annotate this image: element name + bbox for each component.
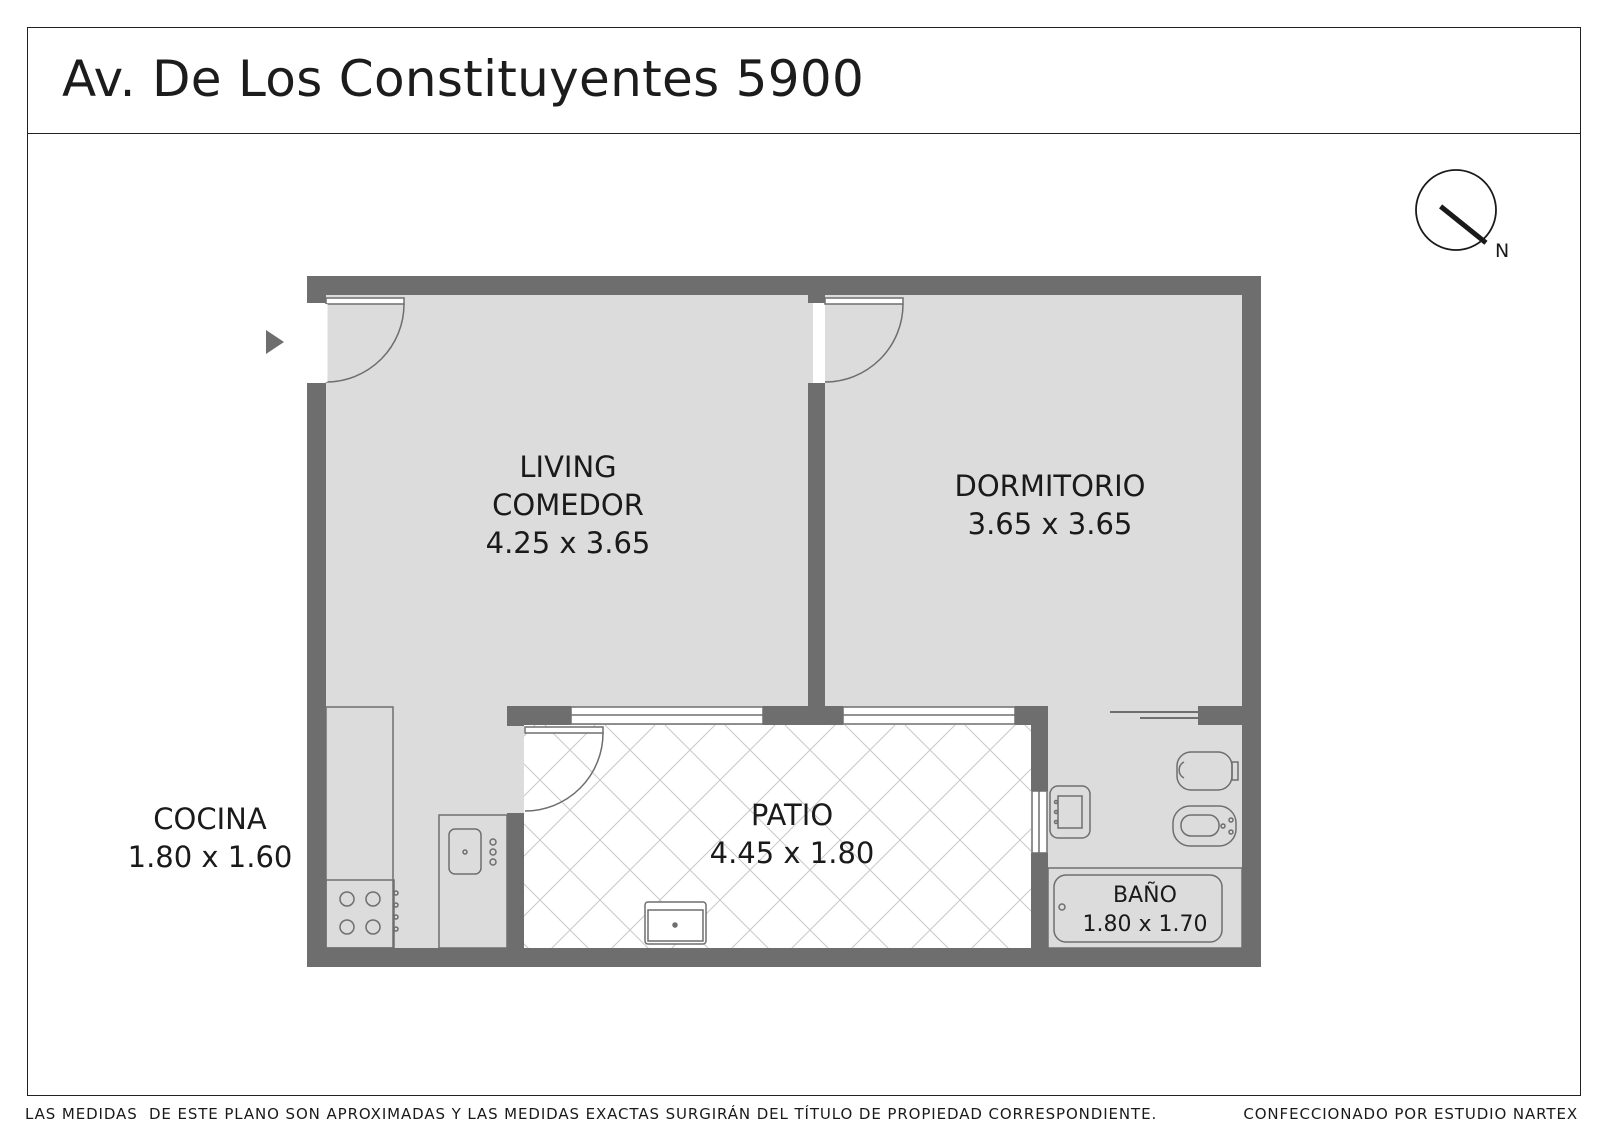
room-name-bano: BAÑO (1113, 883, 1177, 908)
room-label-patio (692, 796, 892, 872)
room-size-dormitorio: 3.65 x 3.65 (967, 507, 1133, 541)
room-name-living-2: COMEDOR (492, 488, 644, 522)
room-label-dormitorio (930, 467, 1170, 543)
footer-credit: CONFECCIONADO POR ESTUDIO NARTEX (1243, 1105, 1578, 1123)
compass-icon (1416, 170, 1496, 250)
entry-arrow-icon (266, 330, 284, 354)
room-label-cocina (120, 800, 300, 876)
patio-sink (645, 902, 706, 944)
footer-disclaimer: LAS MEDIDAS DE ESTE PLANO SON APROXIMADAS Y LAS MEDIDAS EXACTAS SURGIRÁN DEL TÍTULO DE PROPIEDAD CORRESPONDIENTE. (25, 1105, 1158, 1123)
room-size-living: 4.25 x 3.65 (485, 526, 651, 560)
room-name-cocina: COCINA (153, 802, 267, 836)
page-title: Av. De Los Constituyentes 5900 (62, 50, 865, 108)
room-label-bano (1070, 881, 1220, 939)
room-size-cocina: 1.80 x 1.60 (127, 840, 293, 874)
room-label-living (468, 448, 668, 562)
compass-north-label: N (1495, 240, 1510, 262)
room-size-patio: 4.45 x 1.80 (709, 836, 875, 870)
room-name-living-1: LIVING (519, 450, 617, 484)
room-size-bano: 1.80 x 1.70 (1082, 912, 1208, 937)
room-name-dormitorio: DORMITORIO (954, 469, 1146, 503)
bano-window (1032, 791, 1047, 853)
room-name-patio: PATIO (750, 798, 834, 832)
